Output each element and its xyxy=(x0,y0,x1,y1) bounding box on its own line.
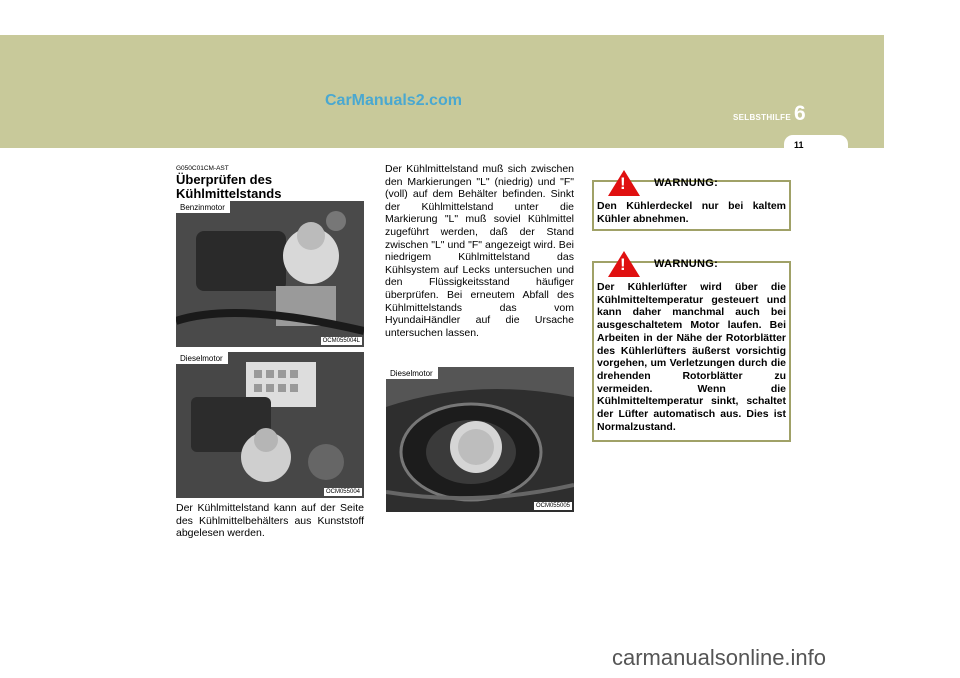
warning-title: WARNUNG: xyxy=(654,258,719,270)
engine-bay-illustration xyxy=(176,201,364,347)
engine-photo-diesel xyxy=(176,352,364,498)
section-code: G050C01CM-AST xyxy=(176,165,229,172)
photo-code: OCM055005 xyxy=(535,503,570,509)
left-caption: Der Kühlmittelstand kann auf der Seite des Kühlmittelbehälters aus Kunststoff abgelesen werden. xyxy=(176,502,364,540)
section-name: SELBSTHILFE xyxy=(733,113,791,122)
warning-icon: ! xyxy=(608,251,640,277)
section-title-line1: Überprüfen des xyxy=(176,172,273,187)
warning-header xyxy=(608,170,718,196)
engine-bay-illustration xyxy=(176,352,364,498)
photo-code: OCM055004L xyxy=(322,338,360,344)
page-number: 11 xyxy=(794,140,804,150)
warning-body: Der Kühlerlüfter wird über die Kühlmitteltemperatur gesteuert und kann daher manchmal auch bei ausgeschaltetem Motor laufen. Bei Arbeiten in der Nähe der Rotorblätter des Kühlerlüfters äußerst vorsichtig vorgehen, um Verletzungen durch die drehenden Rotorblätter zu vermeiden. Wenn die Kühlmitteltemperatur sinkt, schaltet der Lüfter automatisch aus. Dies ist Normalzustand. xyxy=(597,281,786,433)
warning-header xyxy=(608,251,718,277)
section-title-line2: Kühlmittelstands xyxy=(176,186,282,201)
radiator-cap-photo xyxy=(386,367,574,512)
brand-link[interactable]: CarManuals2.com xyxy=(325,92,462,109)
section-title xyxy=(176,173,281,201)
photo-code: OCM055004 xyxy=(325,489,360,495)
warning-body: Den Kühlerdeckel nur bei kaltem Kühler abnehmen. xyxy=(597,200,786,225)
photo-tag: Benzinmotor xyxy=(176,201,230,213)
photo-tag: Dieselmotor xyxy=(176,352,228,364)
warning-box-cap xyxy=(592,174,791,231)
engine-photo-benzin xyxy=(176,201,364,347)
warning-title: WARNUNG: xyxy=(654,177,719,189)
section-number: 6 xyxy=(794,102,806,125)
warning-box-fan xyxy=(592,255,791,442)
watermark: carmanualsonline.info xyxy=(612,645,827,670)
radiator-cap-illustration xyxy=(386,367,574,512)
warning-icon: ! xyxy=(608,170,640,196)
middle-paragraph: Der Kühlmittelstand muß sich zwischen den Markierungen "L" (niedrig) und "F" (voll) auf dem Behälter befinden. Sinkt der Kühlmittelstand unter die Markierung "L" muß soviel Kühlmittel zugeführt werden, daß der Stand zwischen "L" und "F" angezeigt wird. Bei niedrigem Kühlmittelstand das Kühlsystem auf Lecks untersuchen und den Flüssigkeitsstand häufiger überprüfen. Bei erneutem Abfall des Kühlmittelstands das vom HyundaiHändler auf die Ursache untersuchen lassen. xyxy=(385,163,574,339)
photo-tag: Dieselmotor xyxy=(386,367,438,379)
